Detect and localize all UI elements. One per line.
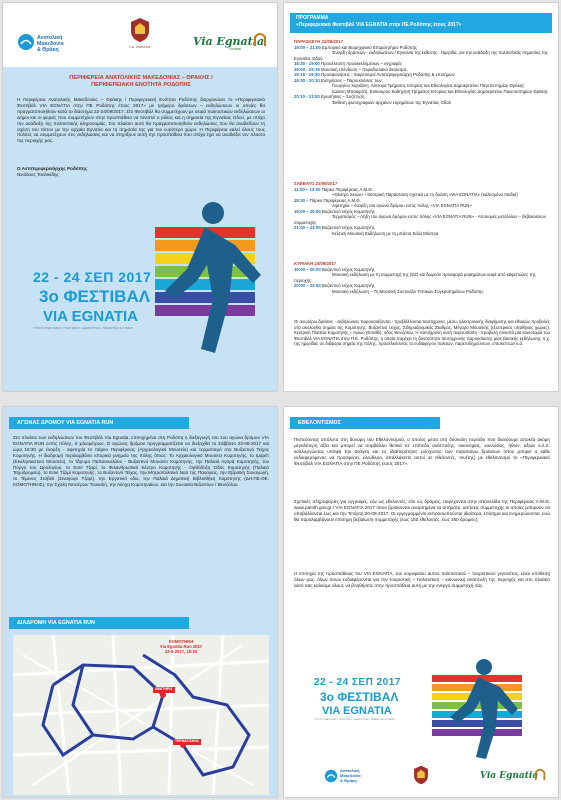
programme-item (294, 83, 552, 89)
programme-item (294, 289, 552, 295)
programme-item (294, 214, 552, 225)
run-header-bar: ΑΓΩΝΑΣ ΔΡΟΜΟΥ VIA EGNATIA RUN (9, 417, 189, 429)
programme-item-text: Αφετηρία – έναρξη του αγώνα δρόμου εντός πόλης «VIA EGNATIA RUN» (332, 203, 472, 208)
crest-icon (129, 17, 151, 43)
programme-item-text: Εμπορικό και Βιομηχανικό Επιμελητήριο Ροδόπης (321, 44, 418, 50)
programme-item-text: Τερματισμός – Λήξη του αγώνα δρόμου εντός πόλης «VIA EGNATIA RUN» - Απονομές μεταλλίων – βεβαιώσεων συμμετοχής (294, 214, 546, 225)
festival-name: VIA EGNATIA (43, 308, 139, 325)
programme-item-text: Έναρξη δράσεων - εκδηλώσεων / Εγκαίνια της έκθεσης : Ημερίδα, για την ανάδειξη της πολιτιστικής σημασίας της Εγνατίας Οδού. (294, 50, 548, 61)
volunteer-para1: Πιστεύοντας απόλυτα στη δύναμη του Εθελοντισμού, ο οποίος μέσα στη δύσκολη περίοδο που διανύουμε αποκτά ακόμη μεγαλύτερη αξία και μπορεί να συμβάλλει θετικά σε επίπεδο ανάπτυξης, οικονομίας, κοινωνίας, ήθων, αξιών κ.λ.π. καλλιεργώντας υπόψη την ανάγκη και τις ιδιαιτερότητες ενίσχυσης των παραπάνω δράσεων όπου μπορεί ο κάθε ενδιαφερόμενος να προσφέρει, ελεύθερα, απαλλάκτετε αυτοί σε εθελοντές, του(της) με εθελοντισμό το «Περιφερειακό Φεστιβάλ VIA EGNATIA στην ΠΕ Ροδόπης έτους 2017». (294, 437, 550, 466)
programme-item-text: Βυζαντινό τείχος Κομοτηνής (321, 266, 375, 272)
run-body: Στο πλαίσιο των εκδηλώσεων του Φεστιβάλ Via Egnatia, επιτυχημένα στη Ροδόπη η διεξαγωγή του 1ου αγώνα δρόμου VIA EGNATIA RUN εντός πόλης, 5 χιλιομέτρων. Ο αγώνας δρόμου προγραμματίζεται να διεξαχθεί το Σάββατο 23-09-2017 και ώρα 18:30 με έναρξη - αφετηρία το πάρκο Περιφέρειας (Αρχαιολογικό Μουσείο) και τερματισμό στο Βυζαντινό Τείχος Κομοτηνής. Η διαδρομή περιλαμβάνει ιστορικά μνημεία της πόλης όπως: Το Αρχαιολογικό Μουσείο Κομοτηνής, το Ιμαρέτ (Εκκλησιαστικό Μουσείο), το Ίδρυμα Παπανικολάου - Βυζαντινό Μουσείο Κομοτηνής, την Παλαιά Αγορά Κομοτηνής, τον Πύργο του Ωρολογίου, το Εσκί Τζαμί, το Φιλανθρωπικό Κέντρο Κομοτηνής - Ορθόδοξη Οδός Κομοτηνής (Παλαιό Ταχυδρομείο), το Εσκί Τζαμί Κομοτηνής, το Βυζαντινό Τείχος, την Μητροπολιτικό Ναό της Παναγίας, την Εβραϊκή Συναγωγή, το Τέμενος Σελβιλί (Σιναγώγε Τζαμί), την Εργατικό εδώ, την Παλαιά Δημοτική Βιβλιοθήκη Κομοτηνής (ΔΗ.ΠΕ.ΘΕ. ΚΟΜΟΤΗΝΗΣ), την Σχολή Νεοτέρων Τουκαλή, την Λέσχη Κομοτηναίων, και την Συνοικία Βιζαντίων / Βενιζέλου. (13, 435, 269, 488)
programme-item-text: Πάρκο Περιφέρειας Α.Μ.Θ. (309, 197, 361, 203)
brochure-panel-programme (283, 2, 559, 392)
programme-item-time: 18:30 - 19:00 (294, 61, 320, 66)
programme-item-time: 20:00 – 23:00 (294, 283, 321, 288)
programme-item-time: 11:00 – 13:00 (294, 186, 321, 192)
festival-dates-2: 22 - 24 ΣΕΠ 2017 (314, 677, 401, 688)
programme-item-text: Βυζαντινό τείχος Κομοτηνής (321, 225, 375, 230)
arch-logo-icon (253, 31, 267, 47)
intro-body: Η Περιφέρεια Ανατολικής Μακεδονίας – Θράκης / Περιφερειακή Ενότητα Ροδόπης διοργανώνει το «Περιφερειακό Φεστιβάλ VIA EGNATIA στην ΠΕ Ροδόπης έτους 2017» με τρήμερο δράσεων – εκδηλώσεων οι οποίες θα πραγματοποιηθούν κατά το διάστημα 22-24/09/2017. Στο Φεστιβάλ θα συμμετέχουν με σειρά πολιτιστικών εκδηλώσεων οι Δήμοι και οι φορείς που συμμετέχουν στην προσπάθεια να τονιστεί ο ρόλος και η σημασία της Εγνατίας Οδού, με στόχο την ανάδειξη της πολιτιστικής κληρονομιάς. Στο πλαίσιο αυτό θα πραγματοποιηθούν εκδηλώσεις που θα αναδείξουν τη σχέση του τόπου με την αρχαία Εγνατία και τη σημασία της για τον ευρύτερο χώρο. Η Περιφέρεια καλεί όλους τους πολίτες να συμμετέχουν στις εκδηλώσεις και να στηρίξουν αυτή την προσπάθεια που στόχο έχει να αναδείξει τον πλούτο της περιοχής μας. (17, 97, 265, 144)
via-egnatia-logo: Via Egnatia (193, 35, 265, 48)
programme-item-time: 19:00 – 21:00 (294, 44, 321, 50)
programme-day3: ΚΥΡΙΑΚΗ 24/09/2017 19:00 – 20:00 Βυζαντινό τείχος Κομοτηνής Μουσική εκδήλωση με τη συμμετοχή της (ΕΖ) και δωρεάν προσφορά ροφημάτων καφέ από καφεπώλες της περιοχής 20:00 – 23:00 Βυζαντινό τείχος Κομοτηνής Μουσική εκδήλωση – Τη Μουσική Συντονίζει Τοπικών Συγκροτημάτων Ροδόπης (294, 261, 552, 294)
programme-item-text: Προσφωνήσεις - Χαιρετισμοί Αντιπεριφερειάρχη Ροδόπης & επισήμων (321, 72, 455, 77)
volunteer-para3: Η επιτυχία της προσπάθειας του VIA EGNATIA, του κορυφαίου αυτού πολιτιστικού – τουριστικού γεγονότος, είναι υπόθεση όλων μας, όλων όσων ενδιαφέρονται για την τουριστική – πολιτιστική – κοινωνική ανάπτυξη της περιοχής και στο πλαίσιο αυτό σας καλούμε όλους να βοηθήσετε στην προσπάθεια αυτή με την ενεργό συμμετοχή σας. (294, 571, 550, 588)
programme-item-text: Μουσική εκδήλωση – Τη Μουσική Συντονίζει Τοπικών Συγκροτημάτων Ροδόπης (332, 288, 484, 294)
region-logo-text: Ανατολική Μακεδονία & Θράκη (37, 35, 64, 53)
route-header-bar: ΔΙΑΔΡΟΜΗ VIA EGNATIA RUN (9, 617, 189, 629)
programme-item (294, 100, 552, 106)
programme-item (294, 272, 552, 283)
region-logo-text-2: Ανατολική Μακεδονία & Θράκη (340, 768, 361, 783)
programme-item-time: 19:15 - 19:30 (294, 72, 320, 77)
programme-item-time: 21:00 – 23:00 (294, 225, 321, 230)
programme-item-text: «Θέατρο Σκιών» / Θεατρική Παράσταση σχετική με τη δράση «VIA EGNATIA» (καλεσμένα παιδιά) (332, 192, 518, 197)
region-logo-icon (17, 33, 35, 51)
via-logo-small: Festival (229, 47, 242, 51)
programme-item (294, 50, 552, 61)
runner-graphic-small (422, 657, 532, 767)
programme-item-text: Εισηγήσεις – Παρουσιάσεις των: (321, 77, 383, 83)
region-logo-icon-2 (324, 769, 338, 783)
programme-item-time: 19:00 – 20:00 (294, 208, 321, 214)
programme-item-text: Ερωτήσεις – Συζήτηση (321, 94, 365, 99)
map-finish-label: ΤΕΡΜΑΤΙΣΜΟΣ (175, 739, 200, 743)
programme-closing: Οι ανωτέρω δράσεις - εκδηλώσεις παρουσιάζονται - προβάλλονται ταυτόχρονα, μέσω ηλεκτρονικής διαφήμισης και εθνικών προβολές στα ακόλουθα σημεία της Κομοτηνής: Βυζαντινό τείχος, Σιδηροδρομικός Σταθμός, Μέγαρο Μουσικής (εξωτερικός υπαίθριος χώρος), Κεντρική Πλατεία Κομοτηνής – Ηρώο (Επαθλ), οδός Βενιζέλου. Η ταυτόχρονη αυτή παρουσίαση - προβολή συνιστά μία καινοτομία του Φεστιβάλ VIA EGNATIA στην Π.Ε. Ροδόπης, η οποία παρέχει τη δυνατότητα ταυτόχρονης παρουσίασης μίας βασικής εκδήλωσης π.χ. της ημερίδας σε διάφορα σημεία της πόλης, προσελκύοντας το ενδιαφέρον πολιτών, παρεπιδημούντων, επισκεπτών κ.ά. (294, 319, 550, 346)
programme-item-text: Μουσική επένδυση – παραδοσιακό άκουσμα (321, 66, 406, 72)
festival-number: 3ο ΦΕΣΤΙΒΑΛ (39, 287, 151, 306)
programme-item-time: 19:00 - 19:15 (294, 66, 320, 72)
programme-item-time: 18:30 – (294, 197, 309, 203)
crest-caption: Π.Ε. ΡΟΔΟΠΗΣ (129, 45, 151, 49)
brochure-panel-run (2, 406, 278, 798)
day2-list (294, 187, 552, 237)
festival-number-2: 3ο ΦΕΣΤΙΒΑΛ (320, 690, 399, 704)
runner-graphic (135, 199, 275, 389)
route-map (13, 635, 269, 795)
programme-item-text: Βυζαντινό τείχος Κομοτηνής (321, 283, 375, 288)
programme-day2: ΣΑΒΒΑΤΟ 23/09/2017 11:00 – 13:00 Πάρκο Περιφέρειας Α.Μ.Θ. «Θέατρο Σκιών» / Θεατρική Παράσταση σχετική με τη δράση «VIA EGNATIA» (καλεσμένα παιδιά) 18:30 – Πάρκο Περιφέρειας Α.Μ.Θ. Αφετηρία – έναρξη του αγώνα δρόμου εντός πόλης «VIA EGNATIA RUN» 19:00 – 20:00 Βυζαντινό τείχος Κομοτηνής Τερματισμός – Λήξη του αγώνα δρόμου εντός πόλης «VIA EGNATIA RUN» - Απονομές μεταλλίων – βεβαιώσεων συμμετοχής 21:00 – 23:00 Βυζαντινό τείχος Κομοτηνής Κελτική Μουσική Εκδήλωση με τη μπάντα Κάζα Μόστρα (294, 181, 552, 236)
volunteer-header-bar: ΕΘΕΛΟΝΤΙΣΜΟΣ (290, 417, 440, 429)
day1-list (294, 45, 552, 106)
map-legend: ΚΟΜΟΤΗΝΗ Via Egnatia Run 2017 23-9-2017, 18:30 (159, 639, 203, 654)
programme-item-time: 19:30 - 20:10 (294, 77, 320, 83)
signature: Ο Αντιπεριφερειάρχης Ροδόπης Νικόλαος Τσαλικίδης (17, 166, 88, 177)
programme-item-text: Ιωάννη Μπακιρτζή, Επίκουρου Καθηγητή Τμήματος Ιστορίας και Εθνολογίας Δημοκριτείου Πανεπιστημίου Θράκης (332, 88, 549, 94)
festival-subtitle-2: ΤΟΠΟΣ ΣΥΝΑΝΤΗΣΗΣ • ΠΟΛΙΤΙΣΜΟΥ • ΔΗΜΙΟΥΡΓΙΑΣ • ΠΑΡΑΔΟΣΗΣ & ΓΝΩΣΗΣ (314, 719, 396, 721)
brochure-panel-intro (2, 2, 278, 392)
programme-item-time: 20:10 - 21:00 (294, 94, 320, 99)
festival-dates: 22 - 24 ΣΕΠ 2017 (33, 269, 152, 285)
festival-subtitle: ΤΟΠΟΣ ΣΥΝΑΝΤΗΣΗΣ • ΠΟΛΙΤΙΣΜΟΥ • ΔΗΜΙΟΥΡΓΙΑΣ • ΠΑΡΑΔΟΣΗΣ & ΓΝΩΣΗΣ (33, 327, 133, 330)
via-egnatia-logo-2: Via Egnatia (480, 771, 539, 781)
intro-heading: ΠΕΡΙΦΕΡΕΙΑ ΑΝΑΤΟΛΙΚΗΣ ΜΑΚΕΔΟΝΙΑΣ – ΘΡΑΚΗΣ / ΠΕΡΙΦΕΡΕΙΑΚΗ ΕΝΟΤΗΤΑ ΡΟΔΟΠΗΣ (69, 75, 213, 88)
programme-item-text: Κελτική Μουσική Εκδήλωση με τη μπάντα Κάζα Μόστρα (332, 230, 439, 236)
programme-item-text: Μουσική εκδήλωση με τη συμμετοχή της (ΕΖ) και δωρεάν προσφορά ροφημάτων καφέ από καφεπώλες της περιοχής (294, 272, 536, 283)
festival-name-2: VIA EGNATIA (322, 705, 392, 717)
arch-logo-icon-2 (534, 767, 546, 781)
programme-item-text: Έκθεση φωτογραφιών αρχαίων ευρημάτων της Εγνατίας Οδού (332, 99, 452, 105)
map-start-label: ΑΦΕΤΗΡΙΑ (155, 687, 173, 691)
programme-day1: ΠΑΡΑΣΚΕΥΗ 22/09/2017 19:00 – 21:00 Εμπορικό και Βιομηχανικό Επιμελητήριο Ροδόπης Έναρξη δράσεων - εκδηλώσεων / Εγκαίνια της έκθεσης : Ημερίδα, για την ανάδειξη της πολιτιστικής σημασίας της Εγνατίας Οδού. 18:30 - 19:00 Προσέλευση προσκεκλημένων – εγγραφές 19:00 - 19:15 Μουσική επένδυση – παραδοσιακό άκουσμα 19:15 - 19:30 Προσφωνήσεις - Χαιρετισμοί Αντιπεριφερειάρχη Ροδόπης & επισήμων 19:30 - 20:10 Εισηγήσεις – Παρουσιάσεις των: Γεωργίου Χαριζάνη, Λέκτορα Τμήματος Ιστορίας και Εθνολογίας Δημοκριτείου Πανεπιστημίου Θράκης Ιωάννη Μπακιρτζή, Επίκουρου Καθηγητή Τμήματος Ιστορίας και Εθνολογίας Δημοκριτείου Πανεπιστημίου Θράκης 20:10 - 21:00 Ερωτήσεις – Συζήτηση Έκθεση φωτογραφιών αρχαίων ευρημάτων της Εγνατίας Οδού (294, 39, 552, 105)
volunteer-para2: Σχετικές πληροφορίες για εγγραφές, εάν ως εθελοντές, είτε ως δράμεις, παρέχονται στην ιστοσελίδα της Περιφέρειας Α.Μ.Θ. www.pamth.gov.gr / VIA EGNATIA 2017 όπου βρίσκονται αναρτημένα τα αιτήματα, αιτήσεις συμμετοχής οι οποίες μπορούν να υποβάλλονται έως και την Τετάρτη 20-09-2017. Οι εγγεγραμμένοι εκπροσωπούνται ιδιαίτερα, επίσημα και ενημερώνονται, ενώ θα παραλαμβάνουν επίσημη βεβαίωση συμμετοχής (έως 150 εθελοντές, έως 350 δρομείς). (294, 499, 550, 522)
day3-list (294, 267, 552, 295)
programme-item-time: 19:00 – 20:00 (294, 266, 321, 272)
crest-icon-2 (412, 765, 430, 785)
programme-item-text: Πάρκο Περιφέρειας Α.Μ.Θ. (321, 186, 373, 192)
programme-item (294, 231, 552, 237)
brochure-panel-volunteering (283, 406, 559, 798)
programme-item-text: Γεωργίου Χαριζάνη, Λέκτορα Τμήματος Ιστορίας και Εθνολογίας Δημοκριτείου Πανεπιστημίου Θράκης (332, 83, 525, 88)
programme-item-text: Προσέλευση προσκεκλημένων – εγγραφές (321, 61, 403, 66)
programme-header-bar: ΠΡΟΓΡΑΜΜΑ «Περιφερειακό Φεστιβάλ VIA EGNATIA στην ΠΕ Ροδόπης έτους 2017» (290, 13, 552, 33)
programme-item-text: Βυζαντινό τείχος Κομοτηνής (321, 208, 375, 214)
